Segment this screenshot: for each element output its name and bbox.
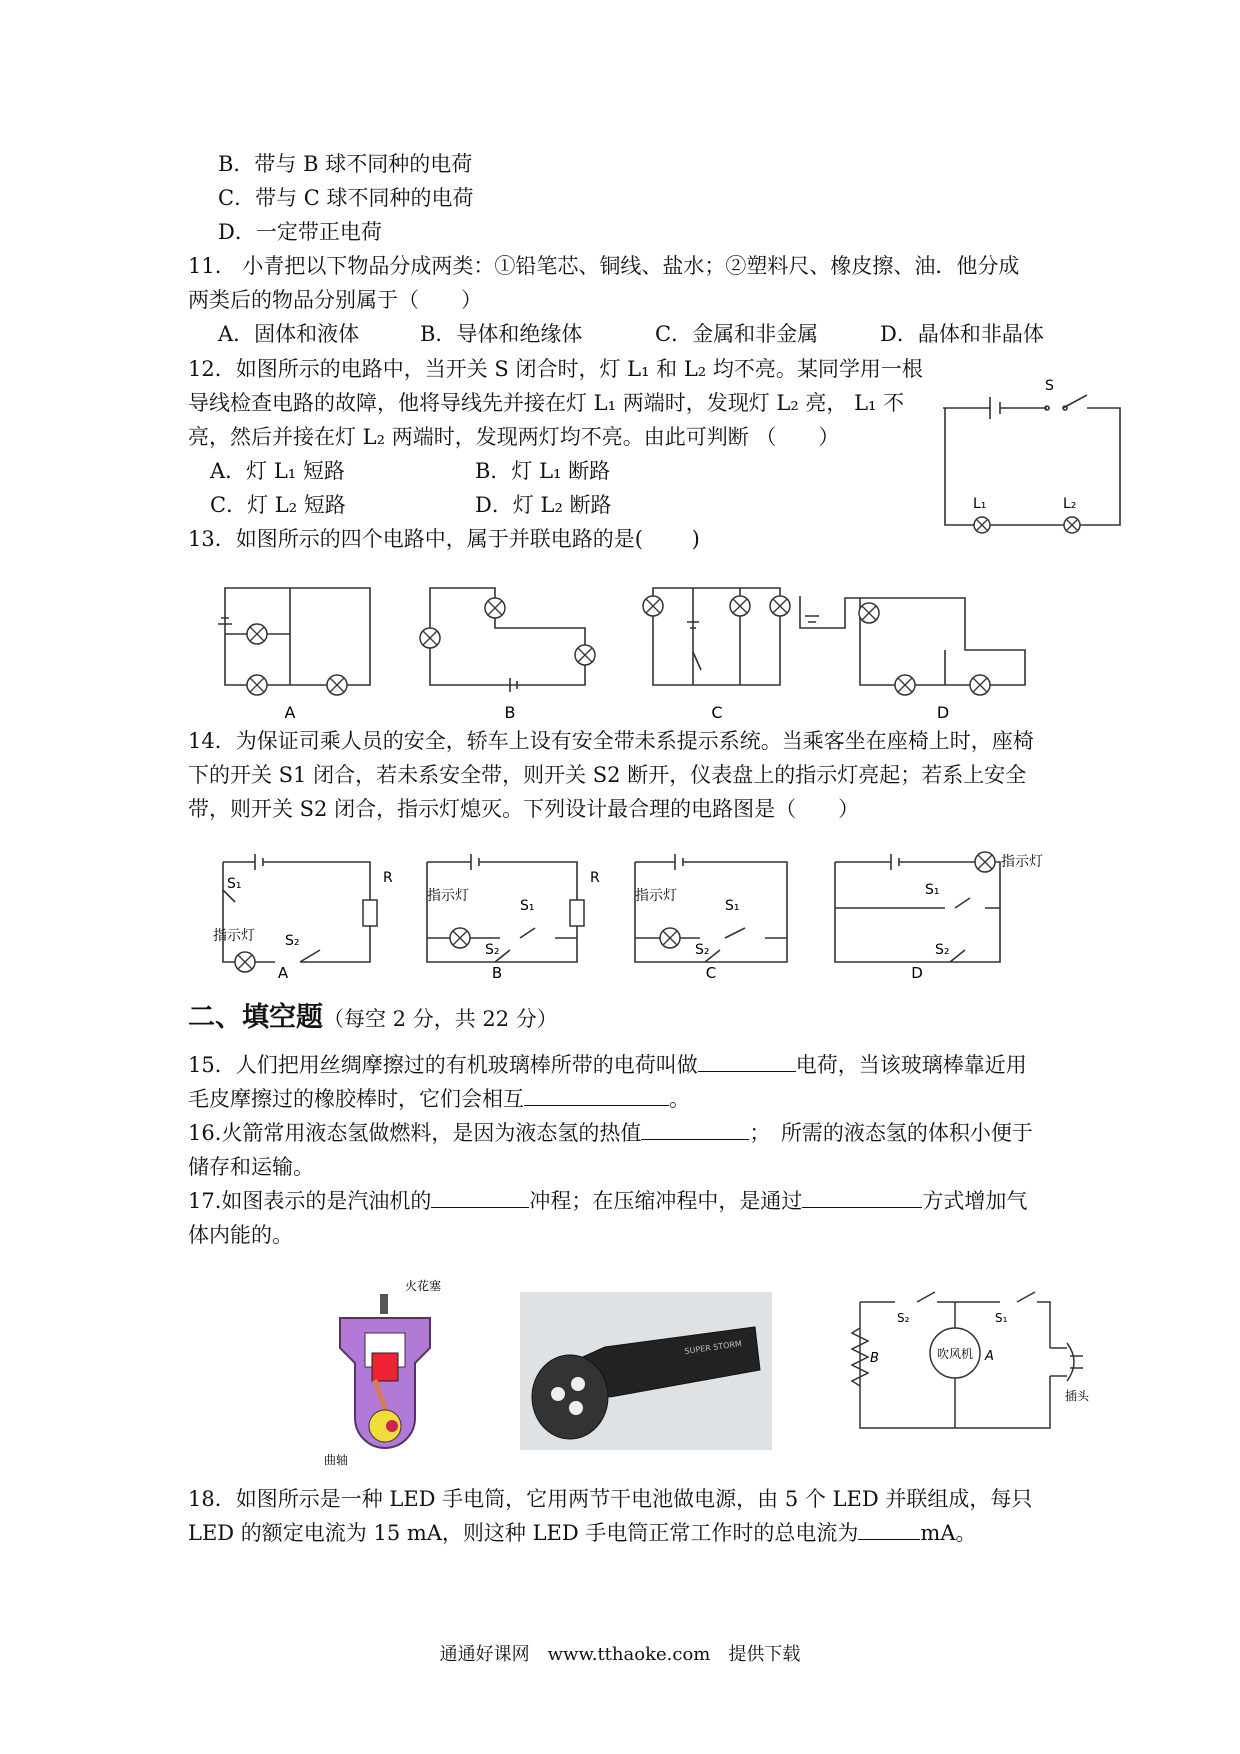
- q14-stem-line2: 下的开关 S1 闭合，若未系安全带，则开关 S2 断开，仪表盘上的指示灯亮起；若系上安全: [188, 763, 1027, 787]
- section-2-note: （每空 2 分，共 22 分）: [323, 1007, 558, 1031]
- q12-switch-label: S: [1045, 378, 1054, 394]
- q14b-indicator-label: 指示灯: [427, 888, 469, 904]
- q13-label-d: D: [936, 703, 950, 722]
- q16-text-1b: ； 所需的液态氢的体积小便于: [749, 1121, 1033, 1145]
- q15-blank-2[interactable]: [524, 1083, 669, 1106]
- q14a-s1-label: S₁: [227, 876, 242, 892]
- section-2-heading: [188, 998, 558, 1039]
- q13-circuits: [205, 570, 1055, 722]
- section-2-title: 二、填空题: [188, 1002, 323, 1033]
- q14c-indicator-label: 指示灯: [635, 888, 677, 904]
- q14-label-a: A: [277, 964, 289, 982]
- q12-option-a: A．灯 L₁ 短路: [210, 459, 345, 483]
- q18-text-2a: LED 的额定电流为 15 mA，则这种 LED 手电筒正常工作时的总电流为: [188, 1521, 859, 1545]
- q16-line2: 储存和运输。: [188, 1155, 314, 1179]
- q14b-s1-label: S₁: [520, 898, 535, 914]
- q14-label-d: D: [911, 964, 923, 982]
- spark-plug-label: 火花塞: [405, 1279, 442, 1293]
- q12-option-b: B．灯 L₁ 断路: [475, 459, 611, 483]
- q12-l1-label: L₁: [973, 496, 987, 512]
- q15-line1: [188, 1048, 1027, 1082]
- q14a-indicator-label: 指示灯: [213, 928, 255, 944]
- q14b-s2-label: S₂: [485, 942, 500, 958]
- q15-text-2b: 。: [669, 1087, 690, 1111]
- engine-figure: [320, 1278, 450, 1468]
- q17-text-1a: 17.如图表示的是汽油机的: [188, 1189, 432, 1213]
- q17-line1: [188, 1184, 1027, 1218]
- piston-icon: [372, 1353, 398, 1381]
- q11-option-c: C．金属和非金属: [655, 322, 819, 346]
- q17-blank-1[interactable]: [431, 1185, 529, 1208]
- q14c-s2-label: S₂: [695, 942, 710, 958]
- q18-line2: [188, 1516, 977, 1550]
- q15-blank-1[interactable]: [698, 1049, 796, 1072]
- q11-option-a: A．固体和液体: [218, 322, 360, 346]
- q18-blank-1[interactable]: [858, 1517, 920, 1540]
- q12-option-c: C．灯 L₂ 短路: [210, 493, 346, 517]
- q16-line1: [188, 1116, 1033, 1150]
- q17-blank-2[interactable]: [802, 1185, 922, 1208]
- q14a-r-label: R: [383, 870, 393, 886]
- q17-line2: 体内能的。: [188, 1223, 293, 1247]
- heater-b-label: B: [870, 1351, 879, 1366]
- switch-s1-label: S₁: [995, 1311, 1008, 1325]
- q12-circuit-diagram: [935, 375, 1135, 545]
- q17-text-1b: 冲程；在压缩冲程中，是通过: [529, 1189, 803, 1213]
- q11-stem-line2: 两类后的物品分别属于（ ）: [188, 288, 482, 312]
- plug-label: 插头: [1065, 1389, 1090, 1403]
- q13-stem: 13．如图所示的四个电路中，属于并联电路的是( ): [188, 527, 700, 551]
- q14d-s1-label: S₁: [925, 882, 940, 898]
- q10-option-c: C．带与 C 球不同种的电荷: [218, 186, 474, 210]
- flashlight-brand-label: SUPER STORM: [684, 1339, 743, 1356]
- q13-label-a: A: [284, 703, 296, 722]
- q14a-s2-label: S₂: [285, 933, 300, 949]
- q14d-indicator-label: 指示灯: [1001, 854, 1043, 870]
- q10-option-d: D．一定带正电荷: [218, 220, 382, 244]
- q11-option-d: D．晶体和非晶体: [880, 322, 1044, 346]
- q14-stem-line1: 14．为保证司乘人员的安全，轿车上设有安全带未系提示系统。当乘客坐在座椅上时，座椅: [188, 729, 1034, 753]
- q11-option-b: B．导体和绝缘体: [420, 322, 583, 346]
- q12-l2-label: L₂: [1063, 496, 1077, 512]
- q16-blank-1[interactable]: [641, 1117, 749, 1140]
- flashlight-photo: [520, 1292, 772, 1450]
- q15-text-2a: 毛皮摩擦过的橡胶棒时，它们会相互: [188, 1087, 524, 1111]
- q15-text-1a: 15．人们把用丝绸摩擦过的有机玻璃棒所带的电荷叫做: [188, 1053, 698, 1077]
- spark-plug-icon: [380, 1294, 388, 1314]
- q18-line1: 18．如图所示是一种 LED 手电筒，它用两节干电池做电源，由 5 个 LED 并联组成，每只: [188, 1487, 1033, 1511]
- q16-text-1a: 16.火箭常用液态氢做燃料，是因为液态氢的热值: [188, 1121, 642, 1145]
- q12-stem-line1: 12．如图所示的电路中，当开关 S 闭合时，灯 L₁ 和 L₂ 均不亮。某同学用一根: [188, 357, 923, 381]
- q13-label-c: C: [711, 703, 723, 722]
- q11-stem-line1: 11. 小青把以下物品分成两类：①铅笔芯、铜线、盐水；②塑料尺、橡皮擦、油．他分成: [188, 254, 1020, 278]
- crankshaft-label: 曲轴: [324, 1453, 349, 1467]
- switch-s2-label: S₂: [897, 1311, 910, 1325]
- q18-text-2b: mA。: [920, 1521, 977, 1545]
- page-footer: 通通好课网 www.tthaoke.com 提供下载: [439, 1644, 801, 1665]
- q14d-s2-label: S₂: [935, 942, 950, 958]
- q14c-s1-label: S₁: [725, 898, 740, 914]
- q14-circuits: [205, 850, 1065, 980]
- hair-dryer-circuit: [845, 1288, 1105, 1446]
- q10-option-b: B．带与 B 球不同种的电荷: [218, 152, 473, 176]
- q12-stem-line2: 导线检查电路的故障，他将导线先并接在灯 L₁ 两端时，发现灯 L₂ 亮， L₁ 不: [188, 391, 905, 415]
- q14b-r-label: R: [590, 870, 600, 886]
- q14-label-c: C: [705, 964, 717, 982]
- fan-a-label: A: [985, 1349, 994, 1364]
- fan-label: 吹风机: [936, 1347, 974, 1361]
- q13-label-b: B: [504, 703, 516, 722]
- q17-text-1c: 方式增加气: [922, 1189, 1028, 1213]
- q14-stem-line3: 带，则开关 S2 闭合，指示灯熄灭。下列设计最合理的电路图是（ ）: [188, 797, 860, 821]
- q15-line2: [188, 1082, 690, 1116]
- q12-stem-line3: 亮，然后并接在灯 L₂ 两端时，发现两灯均不亮。由此可判断 （ ）: [188, 425, 840, 449]
- q14-label-b: B: [491, 964, 503, 982]
- q12-option-d: D．灯 L₂ 断路: [475, 493, 612, 517]
- q15-text-1b: 电荷，当该玻璃棒靠近用: [795, 1053, 1027, 1077]
